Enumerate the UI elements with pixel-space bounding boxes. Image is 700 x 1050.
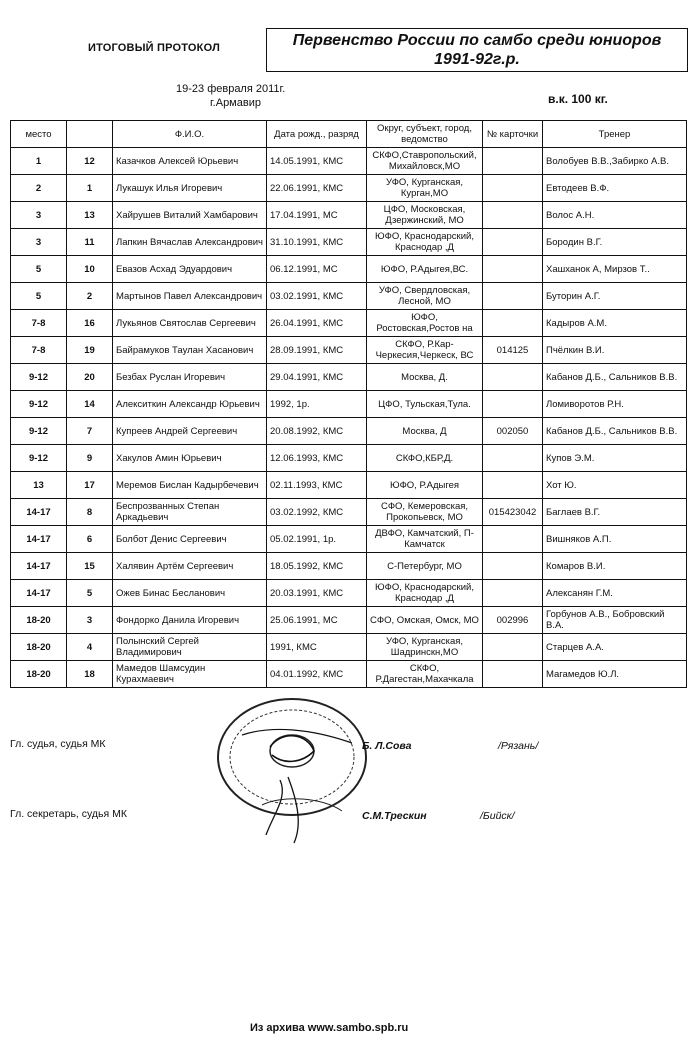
cell-region: СКФО, Р.Кар-Черкесия,Черкеск, ВС	[367, 337, 483, 364]
cell-region: СКФО,Ставропольский, Михайловск,МО	[367, 148, 483, 175]
cell-card	[483, 553, 543, 580]
cell-birth: 03.02.1991, КМС	[267, 283, 367, 310]
table-row	[11, 445, 687, 472]
table-header-row	[11, 121, 687, 148]
cell-name: Безбах Руслан Игоревич	[113, 364, 267, 391]
cell-region: СФО, Кемеровская, Прокопьевск, МО	[367, 499, 483, 526]
cell-place: 14-17	[11, 499, 67, 526]
cell-birth: 04.01.1992, КМС	[267, 661, 367, 688]
cell-coach: Алексанян Г.М.	[543, 580, 687, 607]
col-header-card: № карточки	[483, 121, 543, 148]
cell-region: Москва, Д	[367, 418, 483, 445]
cell-birth: 22.06.1991, КМС	[267, 175, 367, 202]
cell-card	[483, 391, 543, 418]
cell-birth: 26.04.1991, КМС	[267, 310, 367, 337]
cell-name: Халявин Артём Сергеевич	[113, 553, 267, 580]
cell-place: 13	[11, 472, 67, 499]
cell-number: 13	[67, 202, 113, 229]
cell-birth: 18.05.1992, КМС	[267, 553, 367, 580]
cell-number: 20	[67, 364, 113, 391]
secretary-city: /Бийск/	[480, 810, 515, 822]
cell-birth: 29.04.1991, КМС	[267, 364, 367, 391]
cell-birth: 28.09.1991, КМС	[267, 337, 367, 364]
cell-place: 18-20	[11, 661, 67, 688]
cell-birth: 1992, 1р.	[267, 391, 367, 418]
cell-name: Меремов Бислан Кадырбечевич	[113, 472, 267, 499]
cell-number: 9	[67, 445, 113, 472]
cell-coach: Хашханок А, Мирзов Т..	[543, 256, 687, 283]
cell-place: 7-8	[11, 337, 67, 364]
cell-place: 9-12	[11, 391, 67, 418]
cell-coach: Хот Ю.	[543, 472, 687, 499]
cell-place: 14-17	[11, 526, 67, 553]
cell-number: 15	[67, 553, 113, 580]
cell-place: 14-17	[11, 580, 67, 607]
cell-number: 18	[67, 661, 113, 688]
table-row	[11, 391, 687, 418]
cell-coach: Горбунов А.В., Бобровский В.А.	[543, 607, 687, 634]
cell-birth: 20.08.1992, КМС	[267, 418, 367, 445]
cell-name: Болбот Денис Сергеевич	[113, 526, 267, 553]
cell-card	[483, 148, 543, 175]
col-header-place: место	[11, 121, 67, 148]
cell-region: ЮФО, Р.Адыгея,ВС.	[367, 256, 483, 283]
cell-card: 002050	[483, 418, 543, 445]
cell-name: Лукьянов Святослав Сергеевич	[113, 310, 267, 337]
table-row	[11, 364, 687, 391]
cell-number: 17	[67, 472, 113, 499]
cell-name: Беспрозванных Степан Аркадьевич	[113, 499, 267, 526]
cell-region: УФО, Курганская, Курган,МО	[367, 175, 483, 202]
cell-place: 18-20	[11, 634, 67, 661]
cell-birth: 05.02.1991, 1р.	[267, 526, 367, 553]
cell-place: 9-12	[11, 418, 67, 445]
cell-number: 7	[67, 418, 113, 445]
table-row	[11, 175, 687, 202]
col-header-birth: Дата рожд., разряд	[267, 121, 367, 148]
table-row	[11, 472, 687, 499]
table-row	[11, 310, 687, 337]
cell-number: 19	[67, 337, 113, 364]
cell-card	[483, 175, 543, 202]
cell-name: Евазов Асхад Эдуардович	[113, 256, 267, 283]
cell-card	[483, 472, 543, 499]
cell-coach: Волос А.Н.	[543, 202, 687, 229]
cell-name: Алекситкин Александр Юрьевич	[113, 391, 267, 418]
weight-class: в.к. 100 кг.	[548, 92, 608, 106]
cell-card	[483, 283, 543, 310]
cell-number: 4	[67, 634, 113, 661]
cell-number: 1	[67, 175, 113, 202]
cell-coach: Бородин В.Г.	[543, 229, 687, 256]
cell-region: ЮФО, Р.Адыгея	[367, 472, 483, 499]
cell-region: ЦФО, Московская, Дзержинский, МО	[367, 202, 483, 229]
col-header-number	[67, 121, 113, 148]
table-row	[11, 202, 687, 229]
col-header-coach: Тренер	[543, 121, 687, 148]
cell-birth: 02.11.1993, КМС	[267, 472, 367, 499]
cell-place: 18-20	[11, 607, 67, 634]
col-header-name: Ф.И.О.	[113, 121, 267, 148]
cell-coach: Кабанов Д.Б., Сальников В.В.	[543, 418, 687, 445]
cell-name: Ожев Бинас Бесланович	[113, 580, 267, 607]
cell-birth: 06.12.1991, МС	[267, 256, 367, 283]
cell-name: Лукашук Илья Игоревич	[113, 175, 267, 202]
cell-birth: 25.06.1991, МС	[267, 607, 367, 634]
championship-title-line1: Первенство России по самбо среди юниоров	[292, 32, 662, 49]
table-row	[11, 607, 687, 634]
cell-birth: 12.06.1993, КМС	[267, 445, 367, 472]
cell-coach: Купов Э.М.	[543, 445, 687, 472]
cell-birth: 14.05.1991, КМС	[267, 148, 367, 175]
table-row	[11, 229, 687, 256]
table-row	[11, 256, 687, 283]
cell-name: Купреев Андрей Сергеевич	[113, 418, 267, 445]
cell-place: 5	[11, 283, 67, 310]
cell-card: 015423042	[483, 499, 543, 526]
cell-region: ЮФО, Краснодарский, Краснодар ,Д	[367, 229, 483, 256]
cell-number: 6	[67, 526, 113, 553]
judge-city: /Рязань/	[498, 740, 539, 752]
cell-coach: Буторин А.Г.	[543, 283, 687, 310]
event-city: г.Армавир	[210, 97, 261, 109]
table-row	[11, 580, 687, 607]
cell-place: 9-12	[11, 364, 67, 391]
cell-coach: Кабанов Д.Б., Сальников В.В.	[543, 364, 687, 391]
table-row	[11, 553, 687, 580]
cell-card	[483, 202, 543, 229]
table-row	[11, 418, 687, 445]
cell-card	[483, 526, 543, 553]
cell-coach: Старцев А.А.	[543, 634, 687, 661]
cell-coach: Комаров В.И.	[543, 553, 687, 580]
cell-number: 16	[67, 310, 113, 337]
event-dates: 19-23 февраля 2011г.	[176, 83, 286, 95]
table-row	[11, 499, 687, 526]
cell-region: СКФО,КБР,Д.	[367, 445, 483, 472]
cell-birth: 20.03.1991, КМС	[267, 580, 367, 607]
cell-card: 002996	[483, 607, 543, 634]
cell-card	[483, 229, 543, 256]
cell-region: СКФО, Р.Дагестан,Махачкала	[367, 661, 483, 688]
championship-title-line2: 1991-92г.р.	[434, 51, 520, 68]
table-row	[11, 148, 687, 175]
results-body	[11, 148, 687, 688]
secretary-label: Гл. секретарь, судья МК	[10, 808, 127, 820]
cell-region: Москва, Д.	[367, 364, 483, 391]
cell-coach: Баглаев В.Г.	[543, 499, 687, 526]
cell-region: ДВФО, Камчатский, П-Камчатск	[367, 526, 483, 553]
cell-number: 5	[67, 580, 113, 607]
table-row	[11, 283, 687, 310]
cell-number: 10	[67, 256, 113, 283]
cell-region: УФО, Свердловская, Лесной, МО	[367, 283, 483, 310]
table-row	[11, 337, 687, 364]
judge-name: Б. Л.Сова	[362, 740, 412, 752]
cell-name: Мартынов Павел Александрович	[113, 283, 267, 310]
cell-coach: Кадыров А.М.	[543, 310, 687, 337]
cell-number: 14	[67, 391, 113, 418]
cell-coach: Пчёлкин В.И.	[543, 337, 687, 364]
cell-coach: Вишняков А.П.	[543, 526, 687, 553]
cell-number: 2	[67, 283, 113, 310]
cell-card	[483, 580, 543, 607]
cell-birth: 03.02.1992, КМС	[267, 499, 367, 526]
cell-place: 2	[11, 175, 67, 202]
cell-card	[483, 256, 543, 283]
cell-birth: 17.04.1991, МС	[267, 202, 367, 229]
cell-card	[483, 634, 543, 661]
cell-name: Мамедов Шамсудин Курахмаевич	[113, 661, 267, 688]
cell-region: ЮФО, Ростовская,Ростов на	[367, 310, 483, 337]
cell-coach: Ломиворотов Р.Н.	[543, 391, 687, 418]
cell-region: УФО, Курганская, Шадринскн,МО	[367, 634, 483, 661]
cell-place: 9-12	[11, 445, 67, 472]
cell-card	[483, 445, 543, 472]
cell-number: 8	[67, 499, 113, 526]
table-row	[11, 661, 687, 688]
cell-region: СФО, Омская, Омск, МО	[367, 607, 483, 634]
results-table	[10, 120, 687, 688]
cell-place: 7-8	[11, 310, 67, 337]
cell-place: 14-17	[11, 553, 67, 580]
cell-coach: Магамедов Ю.Л.	[543, 661, 687, 688]
cell-place: 3	[11, 202, 67, 229]
cell-place: 3	[11, 229, 67, 256]
cell-number: 11	[67, 229, 113, 256]
table-row	[11, 526, 687, 553]
table-row	[11, 634, 687, 661]
cell-name: Фондорко Данила Игоревич	[113, 607, 267, 634]
cell-card	[483, 661, 543, 688]
cell-name: Хайрушев Виталий Хамбарович	[113, 202, 267, 229]
protocol-title: ИТОГОВЫЙ ПРОТОКОЛ	[88, 42, 221, 54]
cell-name: Байрамуков Таулан Хасанович	[113, 337, 267, 364]
cell-place: 1	[11, 148, 67, 175]
championship-title-box	[266, 28, 688, 72]
cell-region: ЮФО, Краснодарский, Краснодар ,Д	[367, 580, 483, 607]
col-header-region: Округ, субъект, город, ведомство	[367, 121, 483, 148]
cell-name: Казачков Алексей Юрьевич	[113, 148, 267, 175]
cell-card	[483, 310, 543, 337]
cell-card	[483, 364, 543, 391]
cell-name: Лапкин Вячаслав Александрович	[113, 229, 267, 256]
cell-birth: 31.10.1991, КМС	[267, 229, 367, 256]
cell-name: Полынский Сергей Владимирович	[113, 634, 267, 661]
cell-number: 12	[67, 148, 113, 175]
cell-card: 014125	[483, 337, 543, 364]
cell-coach: Евтодеев В.Ф.	[543, 175, 687, 202]
cell-birth: 1991, КМС	[267, 634, 367, 661]
cell-number: 3	[67, 607, 113, 634]
cell-region: ЦФО, Тульская,Тула.	[367, 391, 483, 418]
cell-coach: Волобуев В.В.,Забирко А.В.	[543, 148, 687, 175]
judge-label: Гл. судья, судья МК	[10, 738, 106, 750]
cell-name: Хакулов Амин Юрьевич	[113, 445, 267, 472]
secretary-name: С.М.Трескин	[362, 810, 427, 822]
cell-place: 5	[11, 256, 67, 283]
cell-region: С-Петербург, МО	[367, 553, 483, 580]
archive-footer: Из архива www.sambo.spb.ru	[250, 1022, 409, 1034]
